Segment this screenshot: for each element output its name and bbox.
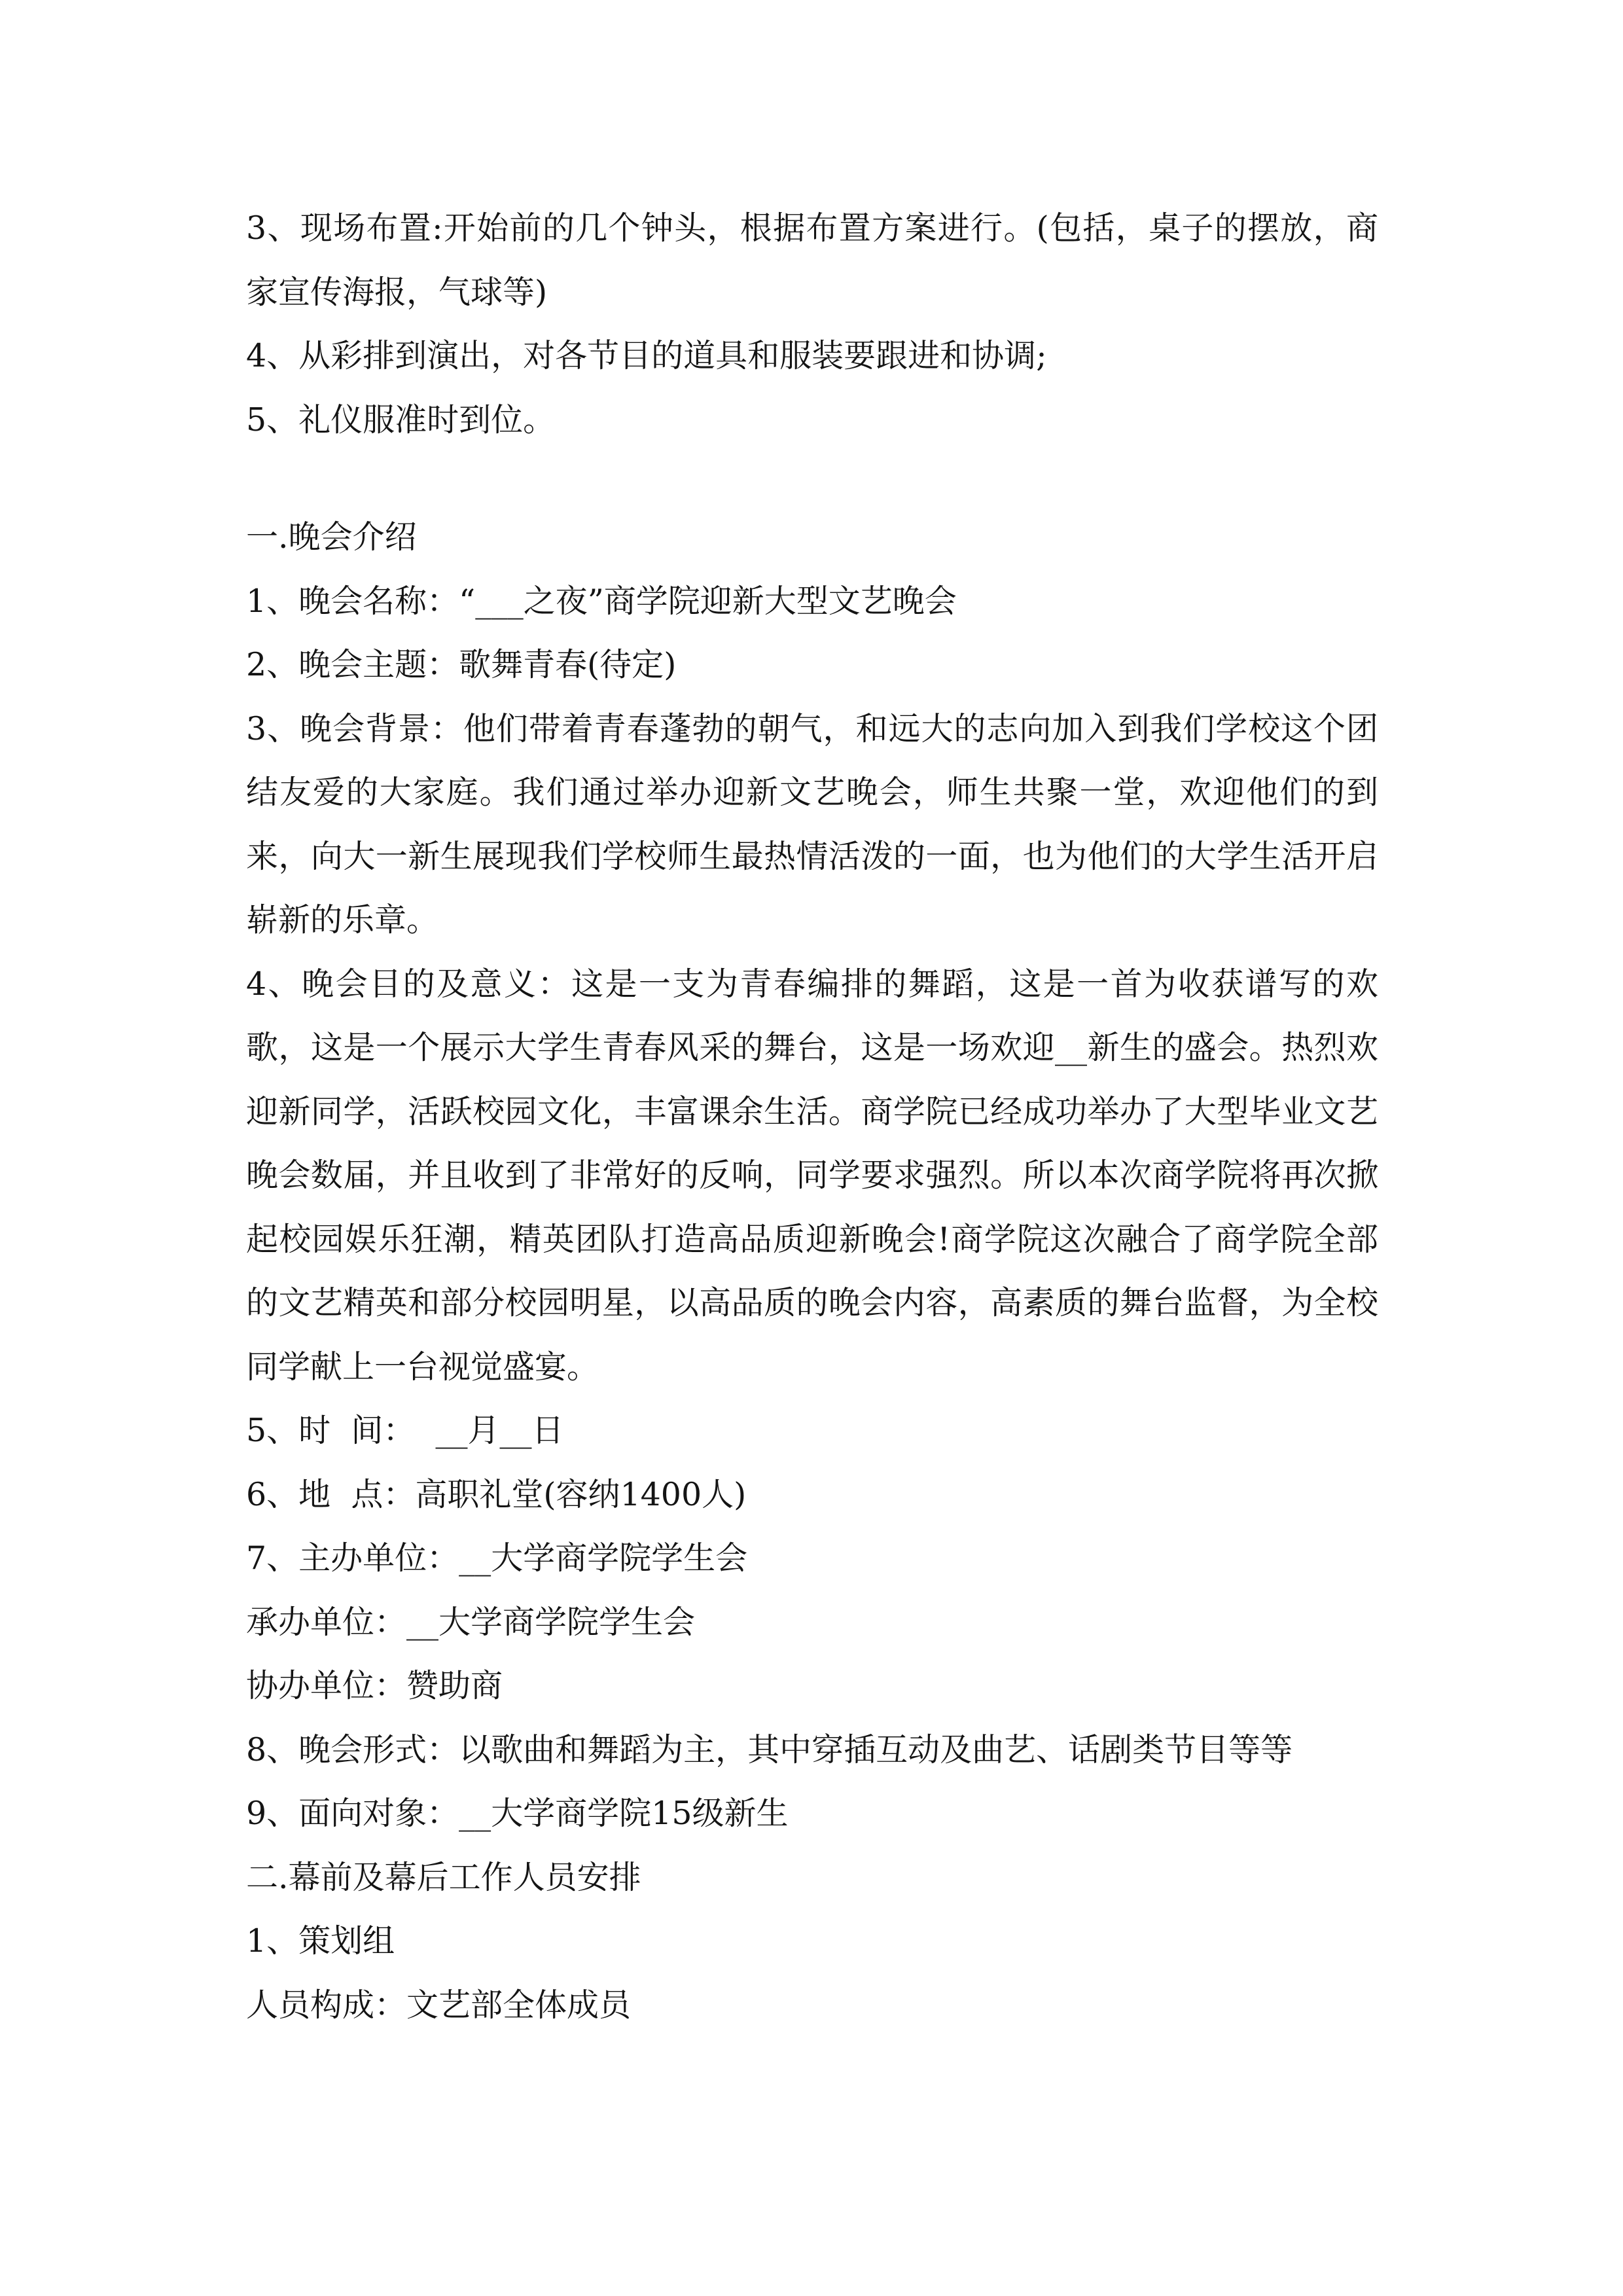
paragraph-party-location: 6、地 点：高职礼堂(容纳1400人) — [246, 1475, 747, 1513]
paragraph-party-name: 1、晚会名称：“___之夜”商学院迎新大型文艺晚会 — [246, 582, 957, 620]
section-heading-staff-arrangement: 二.幕前及幕后工作人员安排 — [246, 1858, 641, 1896]
paragraph-party-purpose: 4、晚会目的及意义：这是一支为青春编排的舞蹈，这是一首为收获谱写的欢歌，这是一个展示大学生青春风采的舞台，这是一场欢迎__新生的盛会。热烈欢迎新同学，活跃校园文化，丰富课余生活。商学院已经成功举办了大型毕业文艺晚会数届，并且收到了非常好的反响，同学要求强烈。所以本次商学院将再次掀起校园娱乐狂潮，精英团队打造高品质迎新晚会!商学院这次融合了商学院全部的文艺精英和部分校园明星，以高品质的晚会内容，高素质的舞台监督，为全校同学献上一台视觉盛宴。 — [246, 965, 1378, 1386]
paragraph-organizer: 7、主办单位：__大学商学院学生会 — [246, 1539, 748, 1577]
paragraph-party-format: 8、晚会形式：以歌曲和舞蹈为主，其中穿插互动及曲艺、话剧类节目等等 — [246, 1731, 1293, 1768]
paragraph-venue-setup: 3、现场布置:开始前的几个钟头，根据布置方案进行。(包括，桌子的摆放，商家宣传海报，气球等) — [246, 209, 1378, 311]
paragraph-audience: 9、面向对象：__大学商学院15级新生 — [246, 1795, 789, 1832]
section-heading-party-intro: 一.晚会介绍 — [246, 518, 417, 556]
document-body — [246, 196, 1378, 2037]
paragraph-staff-composition: 人员构成：文艺部全体成员 — [246, 1986, 632, 2024]
paragraph-planning-group: 1、策划组 — [246, 1922, 395, 1960]
paragraph-party-background: 3、晚会背景：他们带着青春蓬勃的朝气，和远大的志向加入到我们学校这个团结友爱的大家庭。我们通过举办迎新文艺晚会，师生共聚一堂，欢迎他们的到来，向大一新生展现我们学校师生最热情活泼的一面，也为他们的大学生活开启崭新的乐章。 — [246, 709, 1378, 939]
paragraph-etiquette: 5、礼仪服准时到位。 — [246, 401, 556, 439]
paragraph-undertaker: 承办单位：__大学商学院学生会 — [246, 1603, 696, 1641]
paragraph-props-costumes: 4、从彩排到演出，对各节目的道具和服装要跟进和协调; — [246, 337, 1047, 374]
paragraph-party-time: 5、时 间： __月__日 — [246, 1412, 564, 1449]
paragraph-co-organizer: 协办单位：赞助商 — [246, 1667, 503, 1704]
section-spacer — [246, 452, 1378, 505]
paragraph-party-theme: 2、晚会主题：歌舞青春(待定) — [246, 646, 677, 683]
